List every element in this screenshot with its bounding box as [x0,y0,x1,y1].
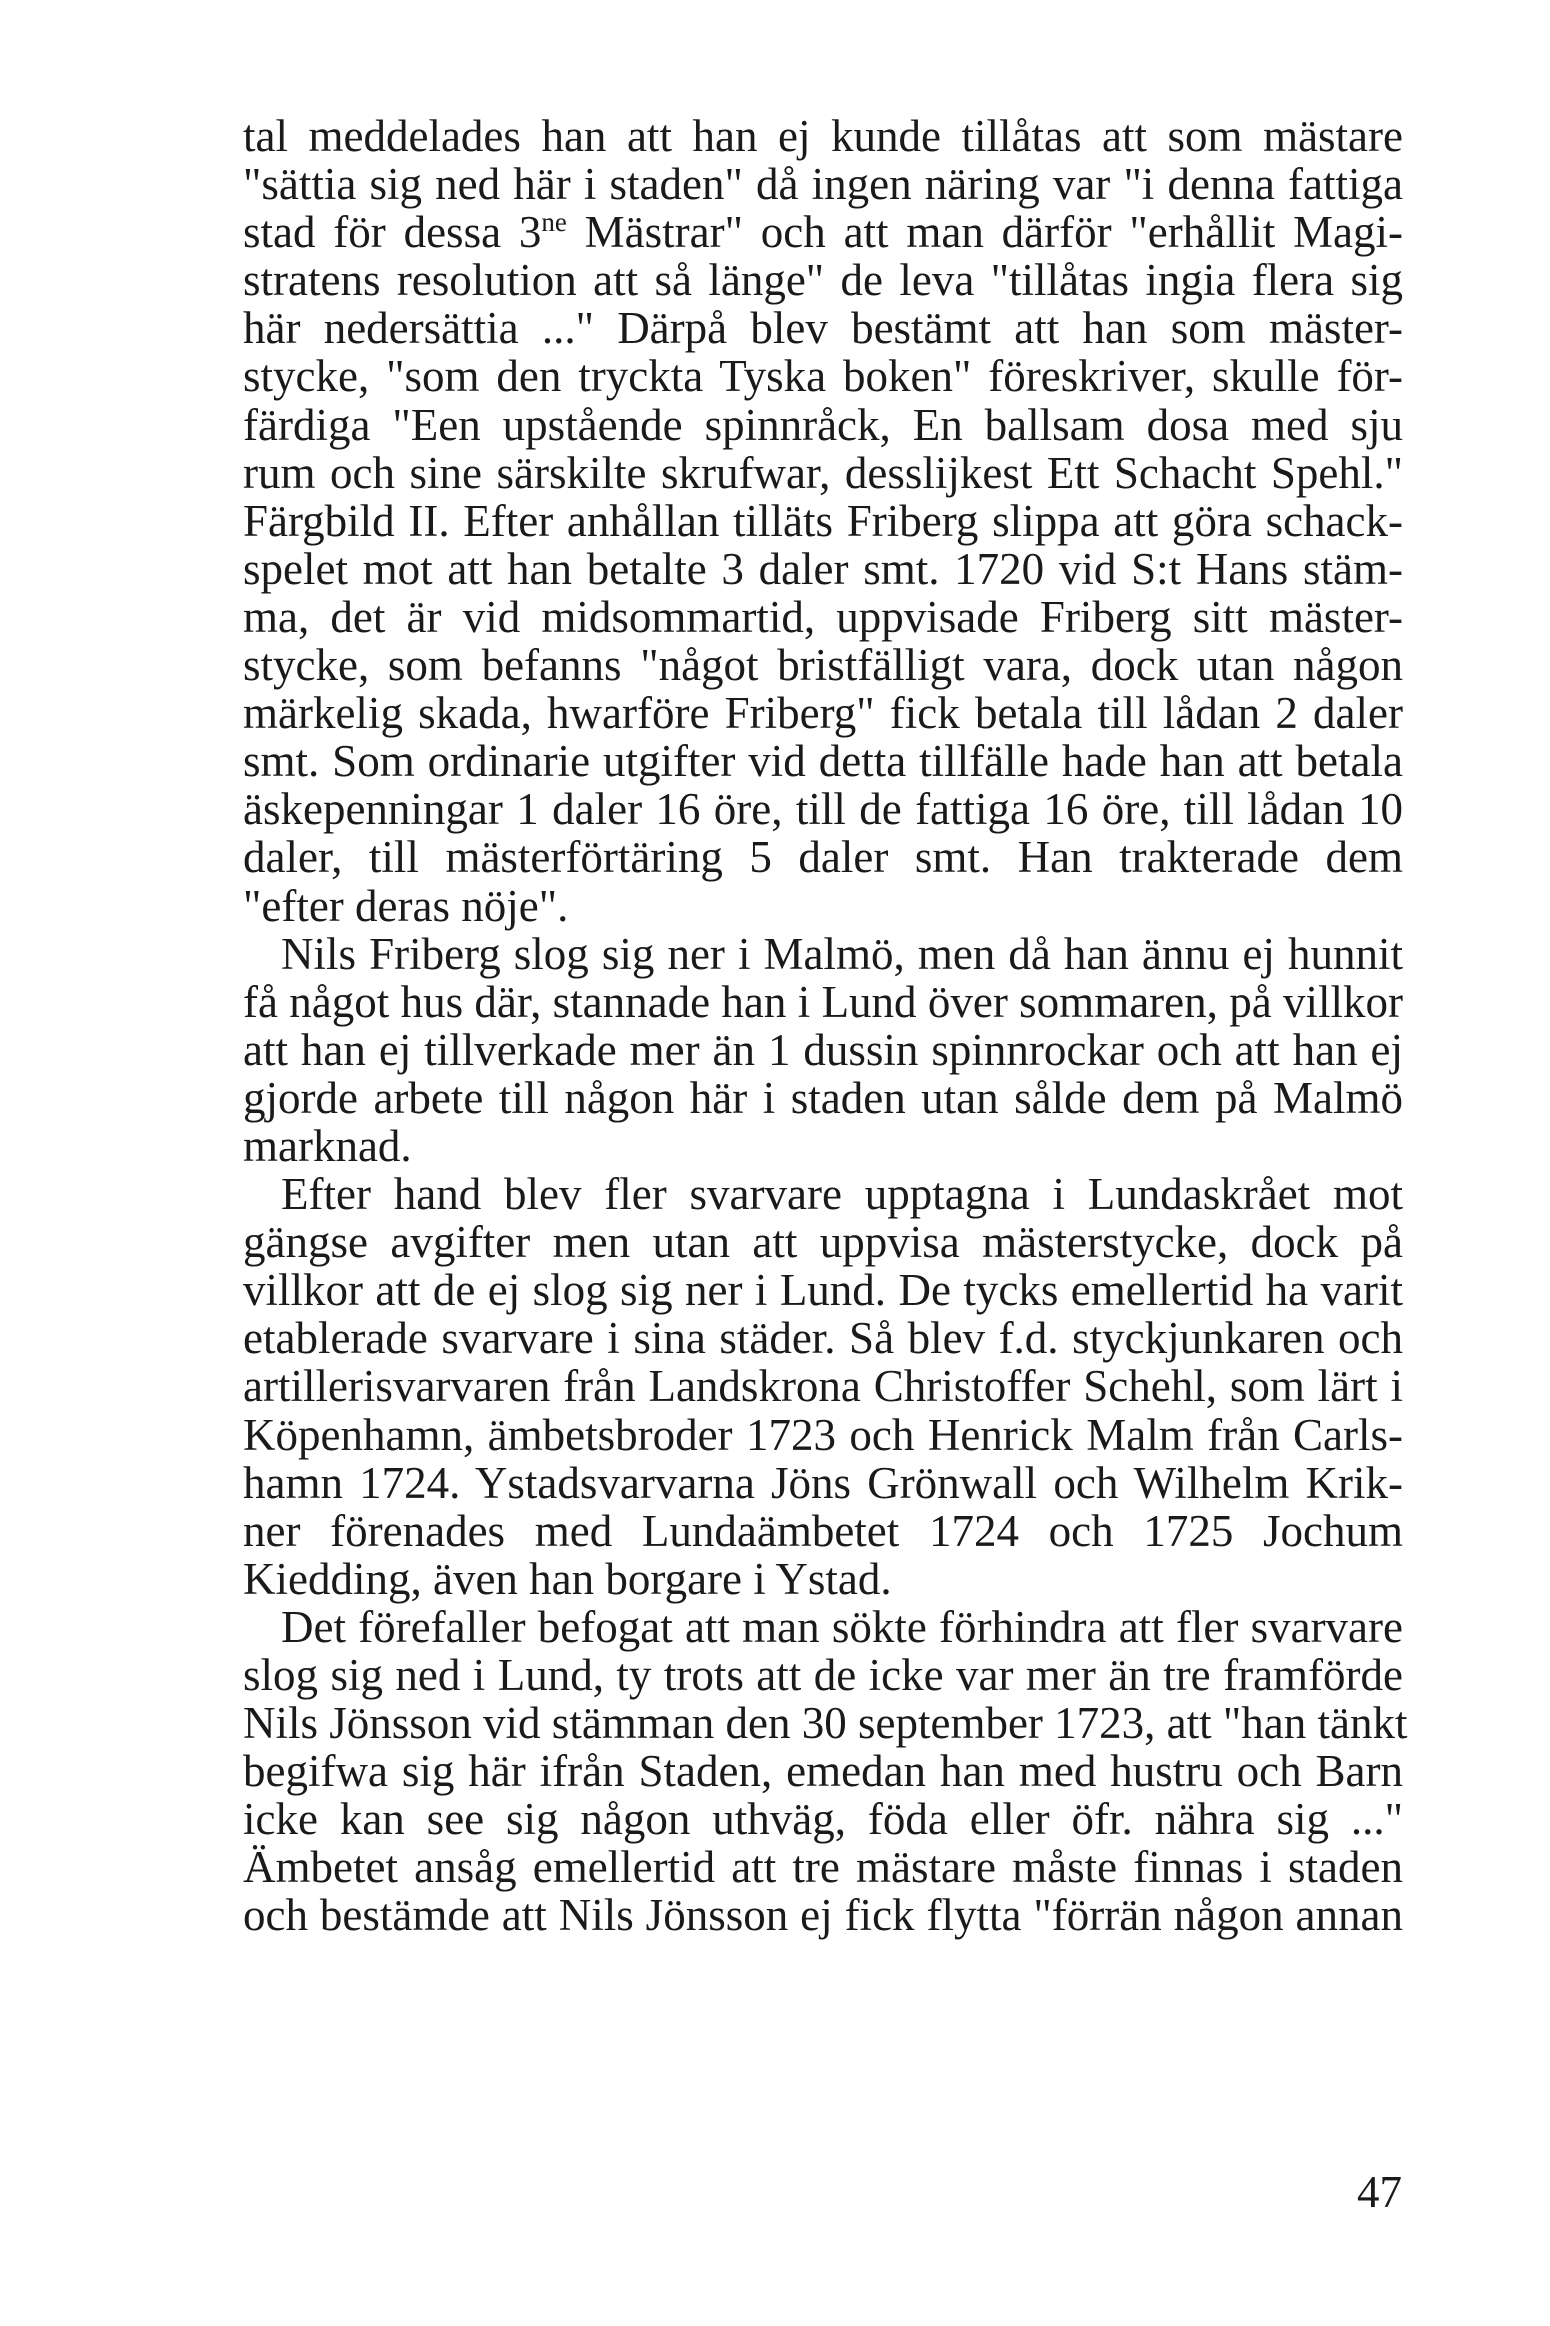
text-line: här nedersättia ..." Därpå blev bestämt att han som mäster- [243,303,1403,354]
text-line: villkor att de ej slog sig ner i Lund. De tycks emellertid ha varit [243,1265,1403,1316]
text-line: tal meddelades han att han ej kunde tillåtas att som mästare [243,111,1403,161]
paragraph [243,930,1403,1170]
body-text [243,111,1408,1941]
text-line: spelet mot att han betalte 3 daler smt. 1720 vid S:t Hans stäm- [243,543,1403,594]
text-line: Kiedding, även han borgare i Ystad. [243,1553,892,1604]
text-line: hamn 1724. Ystadsvarvarna Jöns Grönwall och Wilhelm Krik- [243,1457,1403,1508]
text-line: stycke, "som den tryckta Tyska boken" föreskriver, skulle för- [243,351,1403,402]
page-number: 47 [1357,2167,1402,2217]
text-line: få något hus där, stannade han i Lund över sommaren, på villkor [243,976,1403,1027]
text-line: att han ej tillverkade mer än 1 dussin spinnrockar och att han ej [243,1024,1403,1075]
text-line: marknad. [243,1120,412,1171]
text-line: ner förenades med Lundaämbetet 1724 och 1725 Jochum [243,1505,1403,1556]
text-line: "sättia sig ned här i staden" då ingen näring var "i denna fattiga [243,159,1403,210]
text-line: stycke, som befanns "något bristfälligt vara, dock utan någon [243,640,1403,691]
text-line: Nils Jönsson vid stämman den 30 september 1723, att "han tänkt [243,1698,1408,1749]
text-line: smt. Som ordinarie utgifter vid detta tillfälle hade han att betala [243,736,1403,787]
text-line: begifwa sig här ifrån Staden, emedan han med hustru och Barn [243,1746,1403,1797]
text-line: stratens resolution att så länge" de leva "tillåtas ingia flera sig [243,255,1403,306]
paragraph [243,112,1403,930]
text-line: Nils Friberg slog sig ner i Malmö, men då han ännu ej hunnit [281,928,1403,979]
text-line: Färgbild II. Efter anhållan tilläts Friberg slippa att göra schack- [243,495,1403,546]
text-line: ma, det är vid midsommartid, uppvisade Friberg sitt mäster- [243,591,1403,642]
text-line: "efter deras nöje". [243,880,569,931]
text-line: rum och sine särskilte skrufwar, desslijkest Ett Schacht Spehl." [243,447,1403,498]
paragraph [243,1601,1408,1941]
text-line: Ämbetet ansåg emellertid att tre mästare måste finnas i staden [243,1842,1403,1893]
text-line: gjorde arbete till någon här i staden utan sålde dem på Malmö [243,1072,1403,1123]
text-line: gängse avgifter men utan att uppvisa mästerstycke, dock på [243,1217,1403,1268]
text-line: slog sig ned i Lund, ty trots att de icke var mer än tre framförde [243,1650,1403,1700]
text-line: och bestämde att Nils Jönsson ej fick flytta "förrän någon annan [243,1890,1403,1941]
paragraph [243,1170,1403,1603]
text-line: färdiga "Een upstående spinnråck, En ballsam dosa med sju [243,399,1403,450]
text-line: icke kan see sig någon uthväg, föda eller öfr. nähra sig ..." [243,1794,1403,1845]
text-line: artillerisvarvaren från Landskrona Christoffer Schehl, som lärt i [243,1361,1403,1412]
text-line: märkelig skada, hwarföre Friberg" fick betala till lådan 2 daler [243,688,1403,739]
text-line: Köpenhamn, ämbetsbroder 1723 och Henrick Malm från Carls- [243,1409,1403,1460]
text-line: stad för dessa $3^{ne}$ Mästrar" och att man därför "erhållit Magi- [243,207,1403,258]
text-line: Det förefaller befogat att man sökte förhindra att fler svarvare [281,1601,1403,1652]
text-line: äskepenningar 1 daler 16 öre, till de fattiga 16 öre, till lådan 10 [243,784,1403,835]
text-line: Efter hand blev fler svarvare upptagna i Lundaskrået mot [281,1169,1403,1220]
text-line: daler, till mästerförtäring 5 daler smt. Han trakterade dem [243,832,1403,883]
text-line: etablerade svarvare i sina städer. Så blev f.d. styckjunkaren och [243,1313,1403,1364]
